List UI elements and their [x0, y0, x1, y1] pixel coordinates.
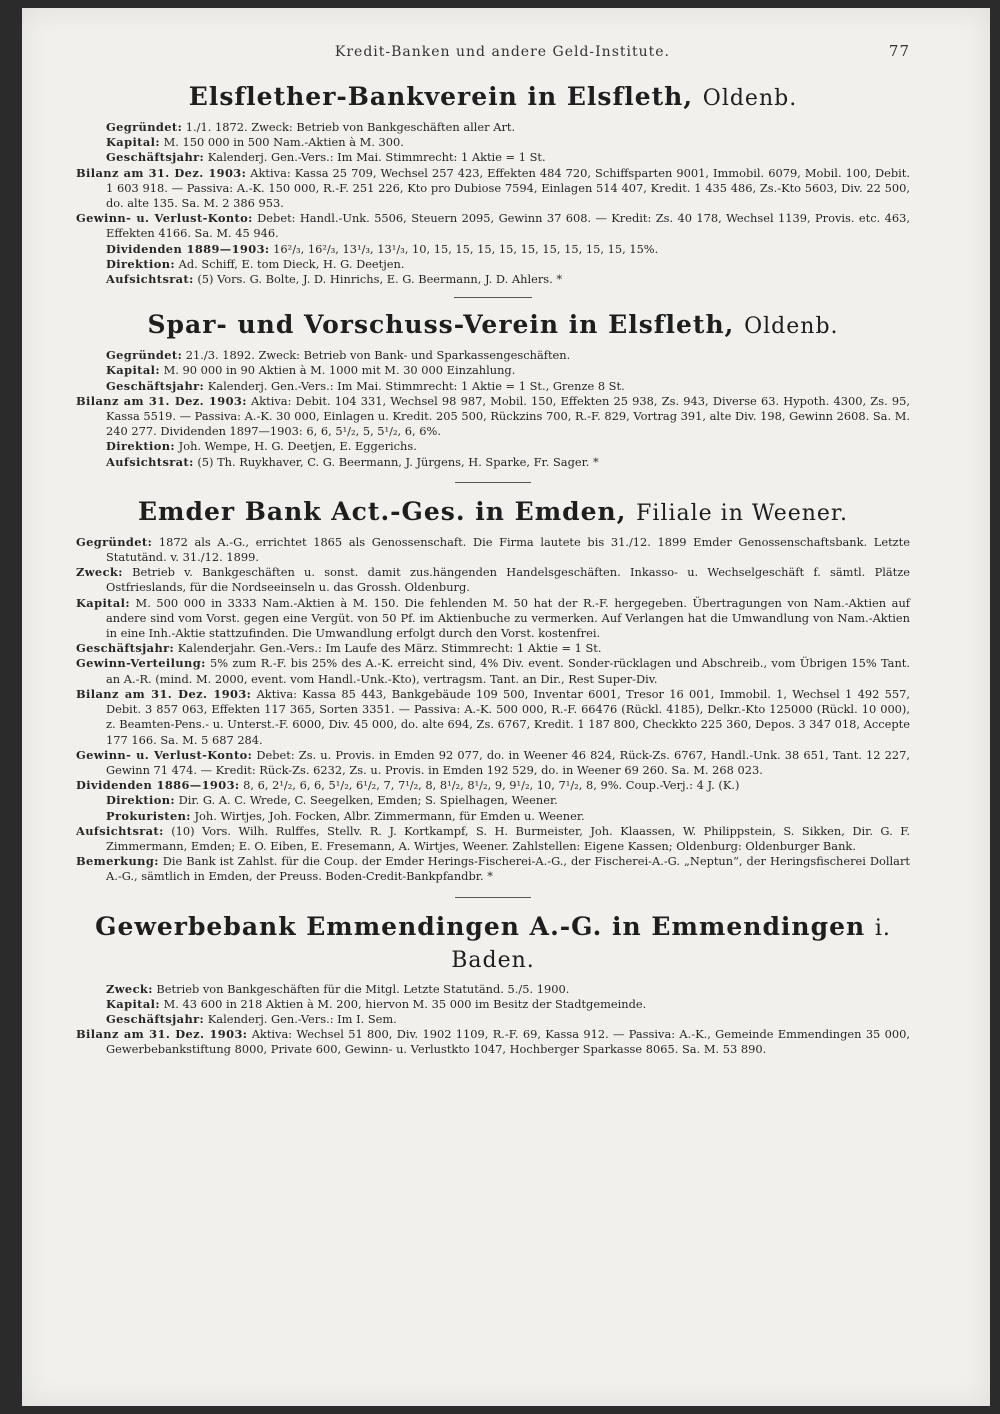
entry-line: Kapital: M. 500 000 in 3333 Nam.-Aktien à M. 150. Die fehlenden M. 50 hat der R.-F. hergegeben. Übertragungen von Nam.-Aktien auf andere sind vom Vorst. gegen eine Vergüt. von 50 Pf. im Aktienbuche zu vermerken. Auf Verlangen hat die Umwandlung von Nam.-Aktien in eine Inh.-Aktie stattzufinden. Die Umwandlung erfolgt durch den Vorst. kostenfrei.	[76, 595, 910, 641]
entry-title-main: Spar- und Vorschuss-Verein in Elsfleth,	[147, 310, 735, 340]
entry-line: Gegründet: 21./3. 1892. Zweck: Betrieb von Bank- und Sparkassengeschäften.	[106, 348, 571, 363]
entry-line: Dividenden 1886—1903: 8, 6, 2¹/₂, 6, 6, 5¹/₂, 6¹/₂, 7, 7¹/₂, 8, 8¹/₂, 8¹/₂, 9, 9¹/₂, 10, 7¹/₂, 8, 9%. Coup.-Verj.: 4 J. (K.)	[76, 778, 740, 793]
entry-line: Geschäftsjahr: Kalenderj. Gen.-Vers.: Im Mai. Stimmrecht: 1 Aktie = 1 St., Grenze 8 St.	[106, 378, 625, 393]
entry-line: Gewinn-Verteilung: 5% zum R.-F. bis 25% des A.-K. erreicht sind, 4% Div. event. Sonder-rücklagen und Abschreib., vom Übrigen 15% Tant. an A.-R. (mind. M. 2000, event. vom Handl.-Unk.-Kto), vertragsm. Tant. an Dir., Rest Super-Div.	[76, 656, 910, 686]
entry-line: Zweck: Betrieb v. Bankgeschäften u. sonst. damit zus.hängenden Handelsgeschäften. Inkasso- u. Wechselgeschäft f. sämtl. Plätze Ostfrieslands, für die Nordseeinseln u. das Grossh. Oldenburg.	[76, 565, 910, 595]
entry-title-suffix: i. Baden.	[451, 915, 891, 973]
entry-line: Bilanz am 31. Dez. 1903: Aktiva: Wechsel 51 800, Div. 1902 1109, R.-F. 69, Kassa 912. — Passiva: A.-K., Gemeinde Emmendingen 35 000, Gewerbebankstiftung 8000, Private 600, Gewinn- u. Verlustkto 1047, Hochberger Sparkasse 8065. Sa. M. 53 890.	[76, 1027, 910, 1057]
entry-line: Zweck: Betrieb von Bankgeschäften für die Mitgl. Letzte Statutänd. 5./5. 1900.	[106, 981, 570, 996]
entry-title	[76, 82, 910, 114]
entry-line: Direktion: Ad. Schiff, E. tom Dieck, H. G. Deetjen.	[106, 256, 405, 271]
entry-line: Gegründet: 1872 als A.-G., errichtet 1865 als Genossenschaft. Die Firma lautete bis 31./12. 1899 Emder Genossenschaftsbank. Letzte Statutänd. v. 31./12. 1899.	[76, 534, 910, 565]
entry-title-main: Emder Bank Act.-Ges. in Emden,	[137, 496, 627, 526]
entry-line: Bilanz am 31. Dez. 1903: Aktiva: Kassa 25 709, Wechsel 257 423, Effekten 484 720, Schiffsparten 9001, Immobil. 6079, Mobil. 100, Debit. 1 603 918. — Passiva: A.-K. 150 000, R.-F. 251 226, Kto pro Dubiose 7594, Einlagen 514 407, Kredit. 1 435 486, Zs.-Kto 5603, Div. 22 500, do. alte 135. Sa. M. 2 386 953.	[76, 165, 910, 211]
entry-line: Gewinn- u. Verlust-Konto: Debet: Handl.-Unk. 5506, Steuern 2095, Gewinn 37 608. — Kredit: Zs. 40 178, Wechsel 1139, Provis. etc. 463, Effekten 4166. Sa. M. 45 946.	[76, 211, 910, 241]
entry-title-main: Gewerbebank Emmendingen A.-G. in Emmendingen	[95, 911, 866, 941]
entry-title-suffix: Oldenb.	[744, 314, 839, 340]
entry-title-suffix: Oldenb.	[702, 86, 798, 111]
section-divider	[454, 297, 532, 298]
page-number: 77	[888, 42, 910, 60]
entry-title	[76, 497, 910, 529]
running-header	[76, 42, 910, 60]
entry-spar-und-vorschuss-verein	[76, 310, 910, 470]
entry-line: Bilanz am 31. Dez. 1903: Aktiva: Kassa 85 443, Bankgebäude 109 500, Inventar 6001, Tresor 16 001, Immobil. 1, Wechsel 1 492 557, Debit. 3 857 063, Effekten 117 365, Sorten 3351. — Passiva: A.-K. 500 000, R.-F. 66476 (Rückl. 4185), Delkr.-Kto 125000 (Rückl. 10 000), z. Beamten-Pens.- u. Unterst.-F. 6000, Div. 45 000, do. alte 694, Zs. 6767, Kredit. 1 187 800, Checkkto 225 360, Depos. 3 347 018, Accepte 177 166. Sa. M. 5 687 284.	[76, 686, 910, 747]
entry-title	[76, 310, 910, 342]
entry-line: Gegründet: 1./1. 1872. Zweck: Betrieb von Bankgeschäften aller Art.	[106, 120, 516, 134]
entry-line: Aufsichtsrat: (5) Vors. G. Bolte, J. D. Hinrichs, E. G. Beermann, J. D. Ahlers. *	[106, 272, 563, 287]
section-divider	[455, 897, 531, 898]
entry-line: Kapital: M. 90 000 in 90 Aktien à M. 1000 mit M. 30 000 Einzahlung.	[106, 363, 516, 378]
entry-line: Dividenden 1889—1903: 16²/₃, 16²/₃, 13¹/₃, 13¹/₃, 10, 15, 15, 15, 15, 15, 15, 15, 15, 15, 15%.	[106, 241, 659, 256]
entry-title	[76, 912, 910, 976]
entry-line: Bilanz am 31. Dez. 1903: Aktiva: Debit. 104 331, Wechsel 98 987, Mobil. 150, Effekten 25 938, Zs. 943, Diverse 63. Hypoth. 4300, Zs. 95, Kassa 5519. — Passiva: A.-K. 30 000, Einlagen u. Kredit. 205 500, Rückzins 700, R.-F. 829, Vortrag 391, alte Div. 198, Gewinn 2608. Sa. M. 240 277. Dividenden 1897—1903: 6, 6, 5¹/₂, 5, 5¹/₂, 6, 6%.	[76, 393, 910, 439]
entry-elsflether-bankverein	[76, 82, 910, 287]
running-header-title: Kredit-Banken und andere Geld-Institute.	[334, 44, 670, 60]
entry-line: Aufsichtsrat: (5) Th. Ruykhaver, C. G. Beermann, J. Jürgens, H. Sparke, Fr. Sager. *	[106, 454, 599, 469]
entry-emder-bank	[76, 497, 910, 885]
entry-gewerbebank-emmendingen	[76, 912, 910, 1058]
entry-title-main: Elsflether-Bankverein in Elsfleth,	[188, 82, 694, 111]
entry-line: Prokuristen: Joh. Wirtjes, Joh. Focken, Albr. Zimmermann, für Emden u. Weener.	[106, 808, 585, 823]
entry-line: Geschäftsjahr: Kalenderj. Gen.-Vers.: Im I. Sem.	[106, 1011, 397, 1026]
entry-line: Direktion: Joh. Wempe, H. G. Deetjen, E. Eggerichs.	[106, 439, 417, 454]
entry-line: Aufsichtsrat: (10) Vors. Wilh. Rulffes, Stellv. R. J. Kortkampf, S. H. Burmeister, Joh. Klaassen, W. Philippstein, S. Sikken, Dir. G. F. Zimmermann, Emden; E. O. Eiben, E. Fresemann, A. Wirtjes, Weener. Zahlstellen: Eigene Kassen; Oldenburg: Oldenburger Bank.	[76, 823, 910, 853]
entry-line: Gewinn- u. Verlust-Konto: Debet: Zs. u. Provis. in Emden 92 077, do. in Weener 46 824, Rück-Zs. 6767, Handl.-Unk. 38 651, Tant. 12 227, Gewinn 71 474. — Kredit: Rück-Zs. 6232, Zs. u. Provis. in Emden 192 529, do. in Weener 69 260. Sa. M. 268 023.	[76, 747, 911, 777]
section-divider	[455, 482, 531, 483]
entry-line: Kapital: M. 150 000 in 500 Nam.-Aktien à M. 300.	[106, 135, 404, 150]
entry-line: Kapital: M. 43 600 in 218 Aktien à M. 200, hiervon M. 35 000 im Besitz der Stadtgemeinde.	[106, 996, 647, 1011]
entry-line: Geschäftsjahr: Kalenderjahr. Gen.-Vers.: Im Laufe des März. Stimmrecht: 1 Aktie = 1 St.	[76, 641, 602, 656]
entry-line: Geschäftsjahr: Kalenderj. Gen.-Vers.: Im Mai. Stimmrecht: 1 Aktie = 1 St.	[106, 150, 546, 165]
entry-line: Direktion: Dir. G. A. C. Wrede, C. Seegelken, Emden; S. Spielhagen, Weener.	[106, 793, 558, 808]
page-content	[76, 42, 910, 1066]
entry-title-suffix: Filiale in Weener.	[636, 500, 849, 526]
entry-line: Bemerkung: Die Bank ist Zahlst. für die Coup. der Emder Herings-Fischerei-A.-G., der Fischerei-A.-G. „Neptun“, der Heringsfischerei Dollart A.-G., sämtlich in Emden, der Preuss. Boden-Credit-Bankpfandbr. *	[76, 854, 910, 884]
document-page	[22, 8, 990, 1406]
